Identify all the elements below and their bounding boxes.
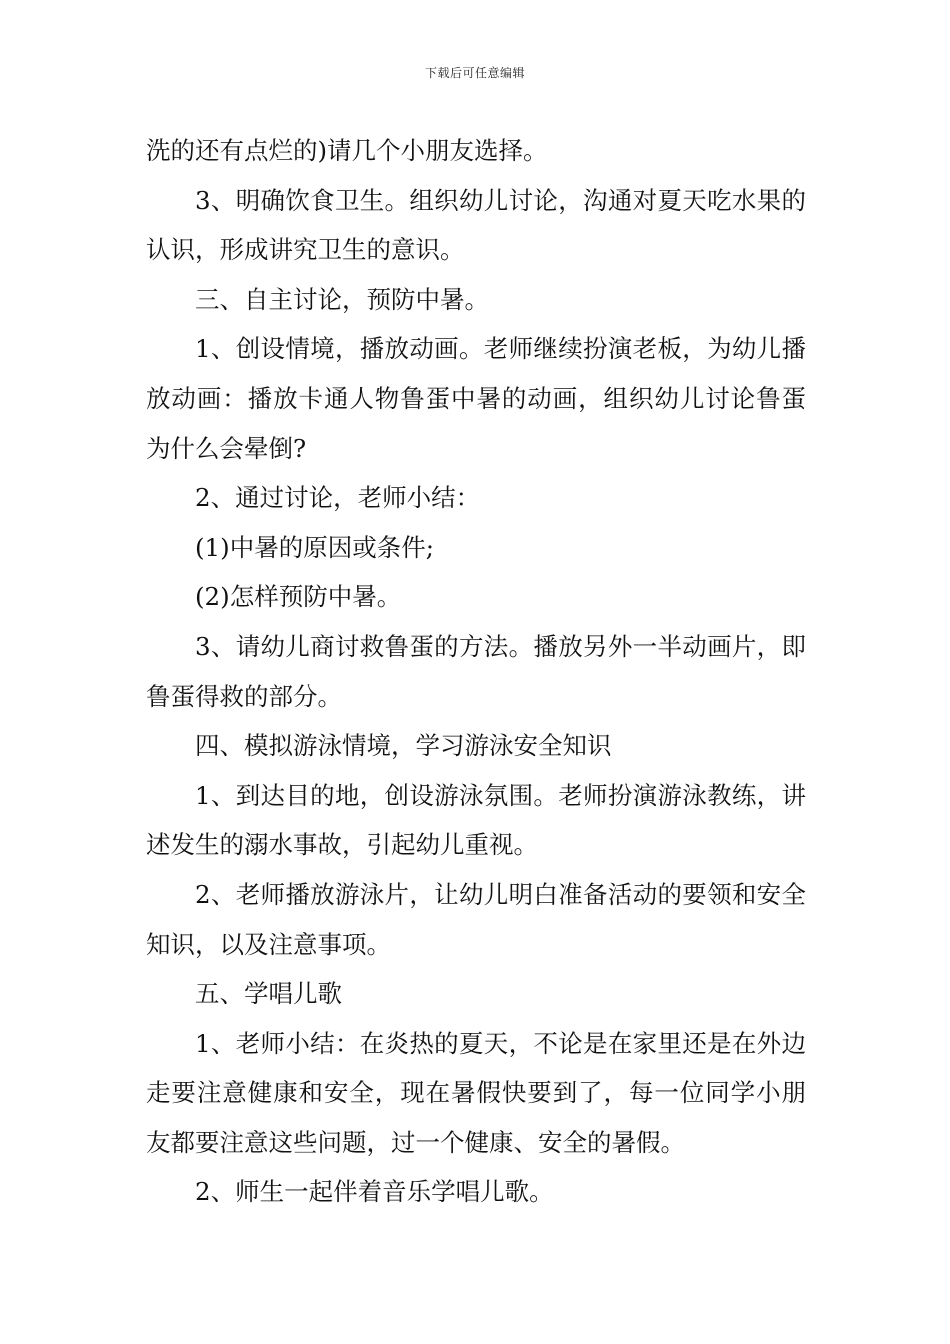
paragraph: 3、请幼儿商讨救鲁蛋的方法。播放另外一半动画片，即鲁蛋得救的部分。 <box>146 631 806 711</box>
list-item: (2)怎样预防中暑。 <box>195 582 402 612</box>
section-heading: 三、自主讨论，预防中暑。 <box>195 284 489 314</box>
paragraph: 2、老师播放游泳片，让幼儿明白准备活动的要领和安全知识，以及注意事项。 <box>146 879 806 959</box>
section-heading: 四、模拟游泳情境，学习游泳安全知识 <box>195 731 612 761</box>
paragraph: 2、师生一起伴着音乐学唱儿歌。 <box>195 1177 554 1207</box>
paragraph: 洗的还有点烂的)请几个小朋友选择。 <box>146 136 548 165</box>
paragraph: 1、老师小结：在炎热的夏天，不论是在家里还是在外边走要注意健康和安全，现在暑假快要到了，每一位同学小朋友都要注意这些问题，过一个健康、安全的暑假。 <box>146 1028 806 1157</box>
document-body <box>146 126 806 1217</box>
page-header: 下载后可任意编辑 <box>424 66 525 80</box>
paragraph: 1、到达目的地，创设游泳氛围。老师扮演游泳教练，讲述发生的溺水事故，引起幼儿重视。 <box>146 780 806 860</box>
paragraph: 3、明确饮食卫生。组织幼儿讨论，沟通对夏天吃水果的认识，形成讲究卫生的意识。 <box>146 185 806 265</box>
paragraph: 1、创设情境，播放动画。老师继续扮演老板，为幼儿播放动画：播放卡通人物鲁蛋中暑的动画，组织幼儿讨论鲁蛋为什么会晕倒? <box>146 334 806 463</box>
section-heading: 五、学唱儿歌 <box>195 979 342 1009</box>
list-item: (1)中暑的原因或条件; <box>195 532 434 562</box>
paragraph: 2、通过讨论，老师小结： <box>195 483 481 513</box>
